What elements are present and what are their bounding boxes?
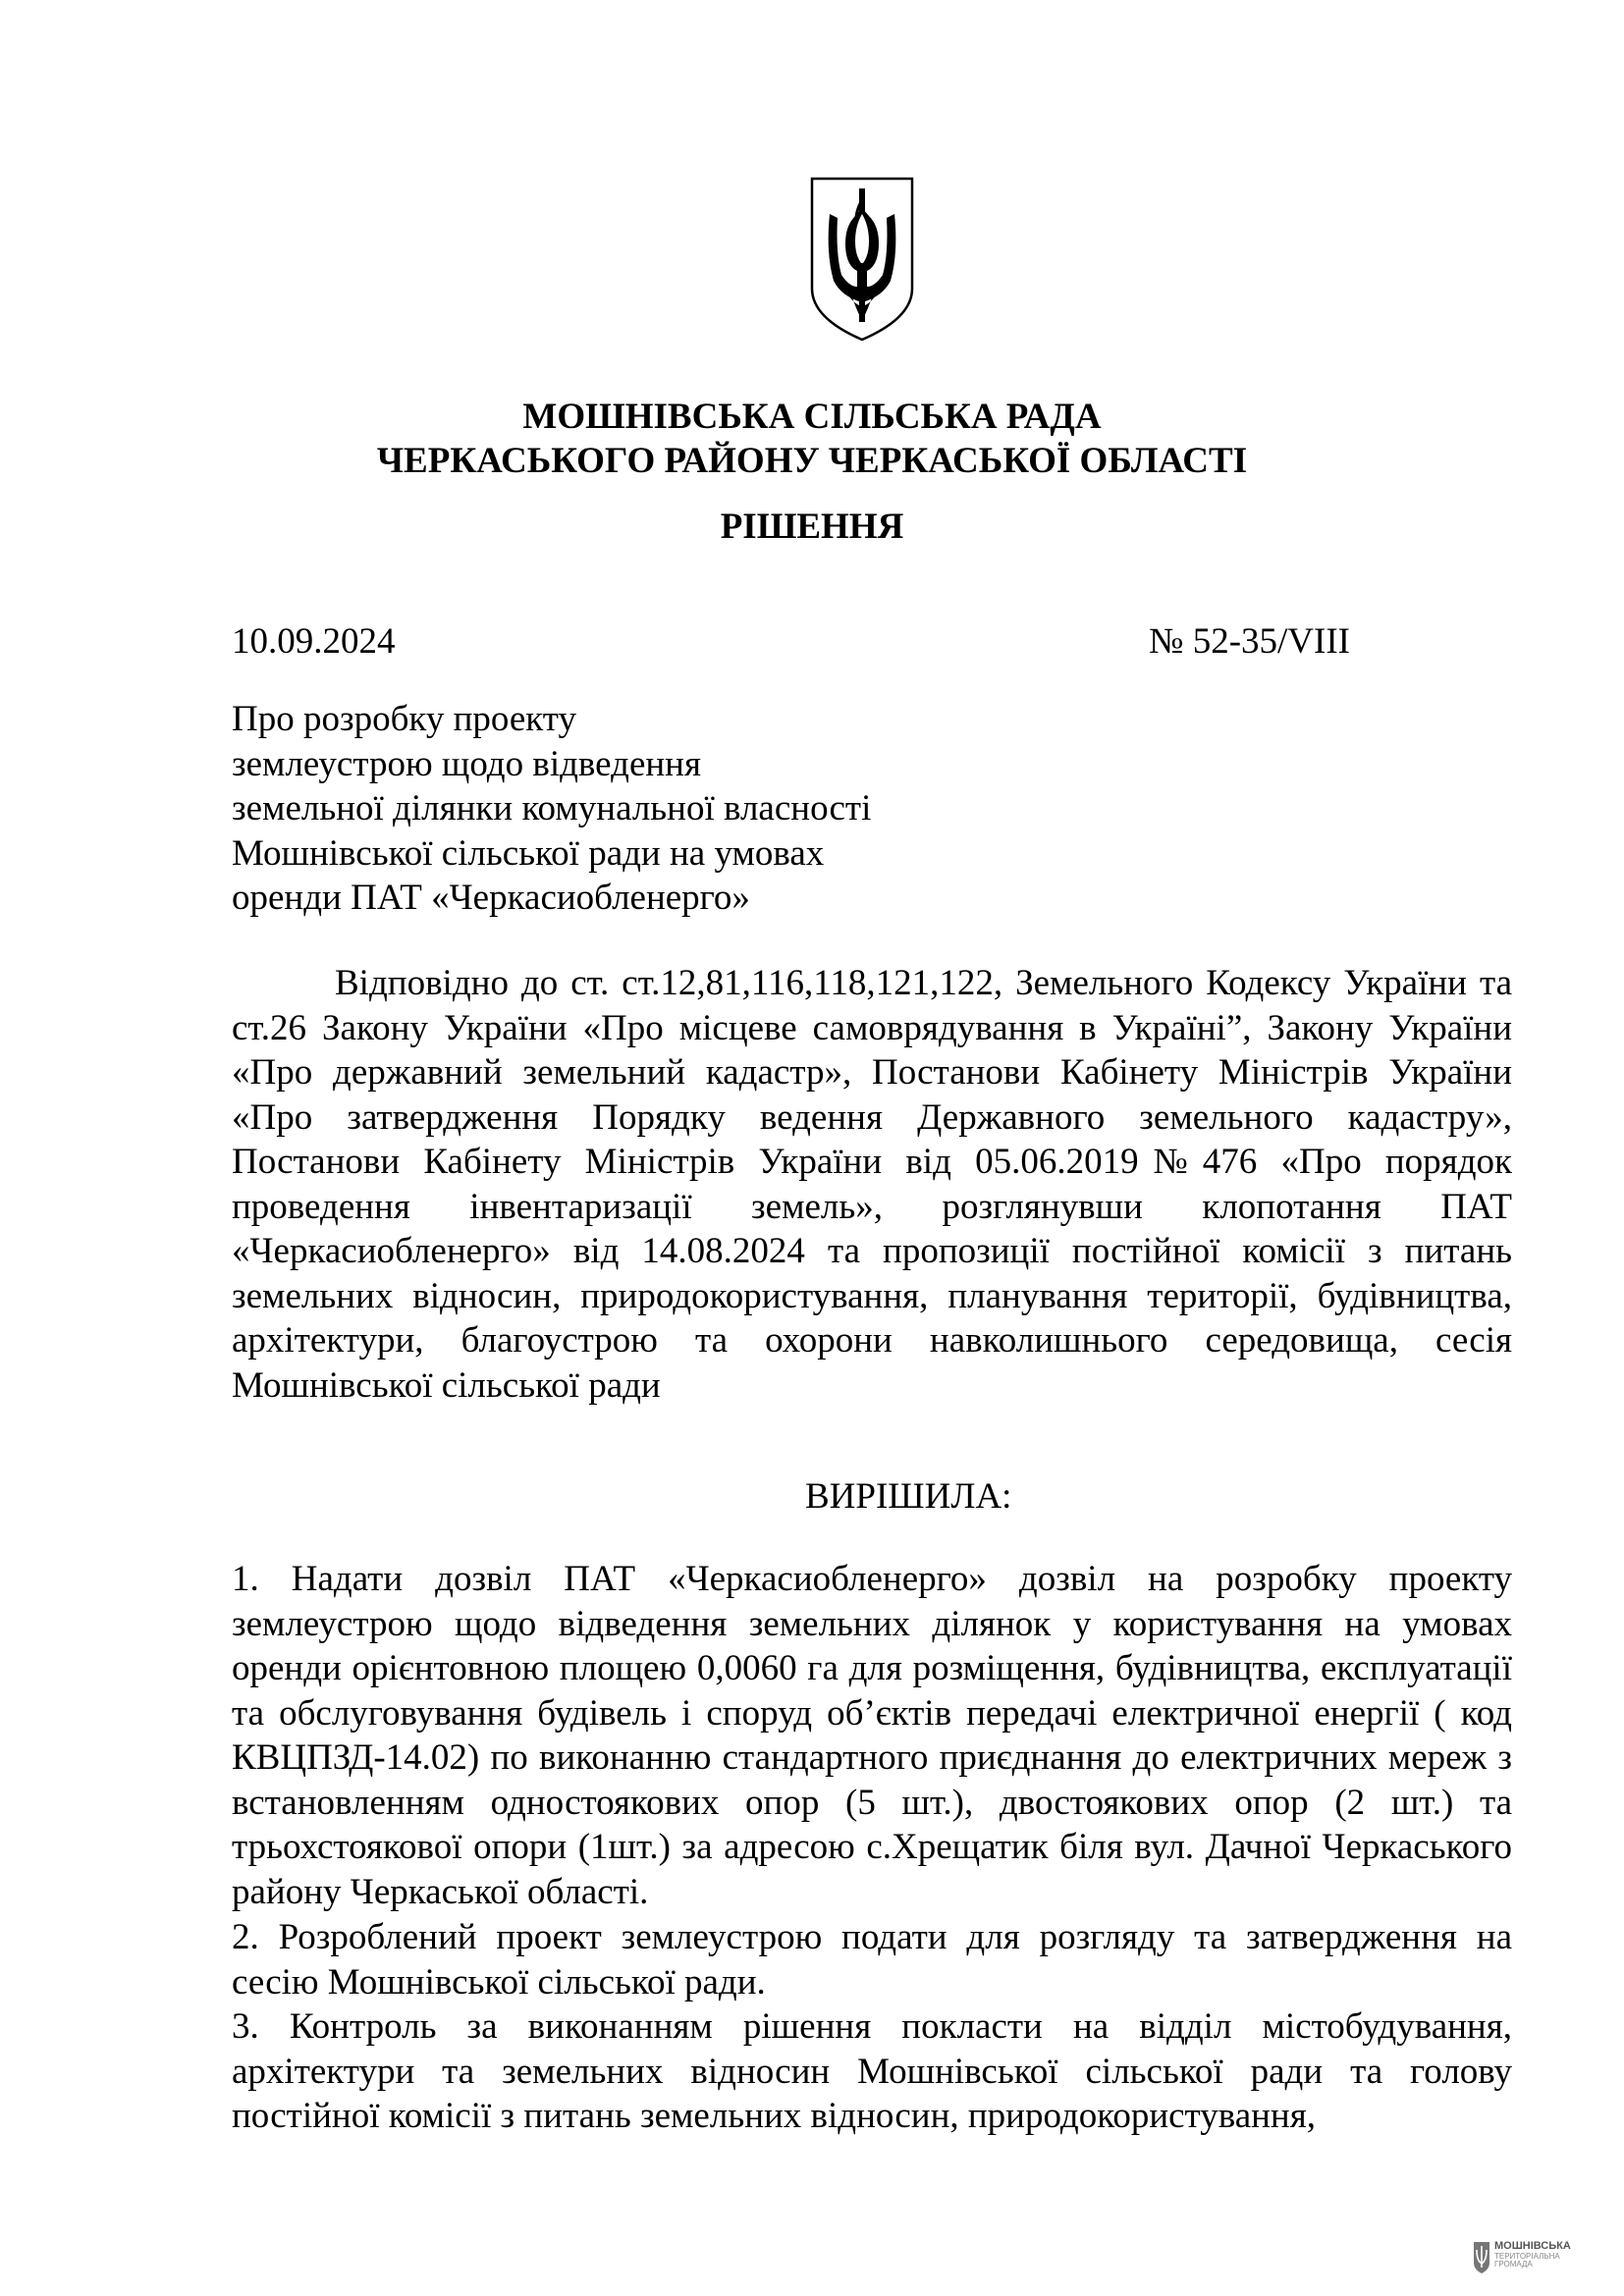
decision-subject xyxy=(232,697,978,921)
resolve-heading: ВИРІШИЛА: xyxy=(805,1476,1012,1517)
coat-of-arms-icon xyxy=(808,175,916,344)
footer-logo-line3: ГРОМАДА xyxy=(1494,2259,1533,2269)
document-type: РІШЕННЯ xyxy=(720,507,904,547)
resolution-item-3: 3. Контроль за виконанням рішення покласти на відділ містобудування, архітектури та земельних відносин Мошнівської сільської ради та голову постійної комісії з питань земельних відносин, природокористування, xyxy=(232,2006,1512,2136)
footer-logo-line1: МОШНІВСЬКА xyxy=(1494,2240,1571,2252)
council-title: МОШНІВСЬКА СІЛЬСЬКА РАДА xyxy=(522,397,1102,437)
preamble-paragraph: Відповідно до ст. ст.12,81,116,118,121,122, Земельного Кодексу України та ст.26 Закону України «Про місцеве самоврядування в Україні”, Закону України «Про державний земельний кадастр», Постанови Кабінету Міністрів України «Про затвердження Порядку ведення Державного земельного кадастру», Постанови Кабінету Міністрів України від 05.06.2019№476 «Про порядок проведення інвентаризації земель», розглянувши клопотання ПАТ «Черкасиобленерго» від 14.08.2024 та пропозиції постійної комісії з питань земельних відносин, природокористування, планування території, будівництва, архітектури, благоустрою та охорони навколишнього середовища, сесія Мошнівської сільської ради xyxy=(232,963,1512,1406)
subject-line: оренди ПАТ «Черкасиобленерго» xyxy=(232,878,750,918)
subject-line: Мошнівської сільської ради на умовах xyxy=(232,832,825,874)
resolution-item-1: 1. Надати дозвіл ПАТ «Черкасиобленерго» дозвіл на розробку проекту землеустрою щодо відведення земельних ділянок у користування на умовах оренди орієнтовною площею 0,0060 га для розміщення, будівництва, експлуатації та обслуговування будівель і споруд об’єктів передачі електричної енергії ( код КВЦПЗД-14.02) по виконанню стандартного приєднання до електричних мереж з встановленням одностоякових опор (5 шт.), двостоякових опор (2 шт.) та трьохстоякової опори (1шт.) за адресою с.Хрещатик біля вул. Дачної Черкаського району Черкаської області. xyxy=(232,1559,1512,1912)
subject-line: земельної ділянки комунальної власності xyxy=(232,788,872,828)
resolution-item-2: 2. Розроблений проект землеустрою подати для розгляду та затвердження на сесію Мошнівської сільської ради. xyxy=(232,1917,1512,2002)
subject-line: землеустрою щодо відведення xyxy=(232,743,701,784)
trident-icon xyxy=(1473,2241,1490,2274)
footer-logo-line2: ТЕРИТОРІАЛЬНА xyxy=(1494,2251,1560,2261)
district-title: ЧЕРКАСЬКОГО РАЙОНУ ЧЕРКАСЬКОЇ ОБЛАСТІ xyxy=(376,441,1248,481)
decision-date: 10.09.2024 xyxy=(232,621,396,662)
footer-logo xyxy=(1473,2241,1591,2284)
decision-number: № 52-35/VIII xyxy=(1149,621,1350,662)
footer-logo-text xyxy=(1494,2241,1571,2269)
subject-line: Про розробку проекту xyxy=(232,699,576,739)
